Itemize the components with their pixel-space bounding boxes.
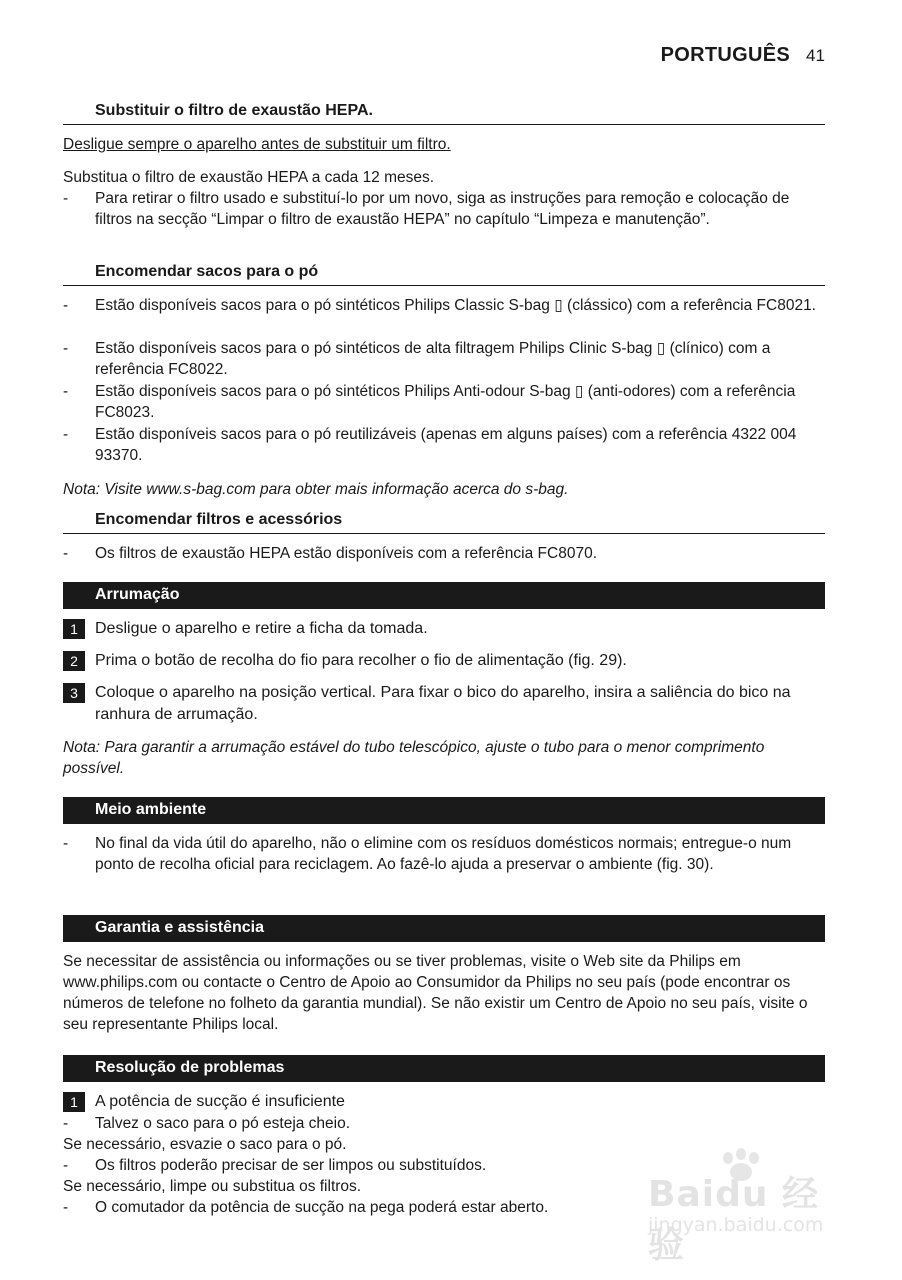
baidu-watermark — [640, 1148, 855, 1266]
watermark-brand: Baidu 经验 — [648, 1174, 820, 1266]
step-text: Prima o botão de recolha do fio para recolher o fio de alimentação (fig. 29). — [95, 652, 627, 669]
environment-item-text: No final da vida útil do aparelho, não o elimine com os resíduos domésticos normais; entregue-o num ponto de recolha oficial para reciclagem. Ao fazê-lo ajuda a preservar o ambiente (fig. 30). — [95, 835, 792, 873]
hepa-intro: Substitua o filtro de exaustão HEPA a cada 12 meses. — [63, 169, 435, 186]
bags-note: Nota: Visite www.s-bag.com para obter mais informação acerca do s-bag. — [63, 481, 569, 498]
step-text: Desligue o aparelho e retire a ficha da tomada. — [95, 620, 428, 637]
cause-text: O comutador da potência de sucção na pega poderá estar aberto. — [95, 1199, 549, 1216]
list-item — [63, 424, 827, 466]
storage-note: Nota: Para garantir a arrumação estável do tubo telescópico, ajuste o tubo para o menor comprimento possível. — [63, 739, 765, 777]
environment-item — [63, 833, 827, 875]
bags-heading: Encomendar sacos para o pó — [95, 263, 319, 280]
warranty-text: Se necessitar de assistência ou informações ou se tiver problemas, visite o Web site da Philips em www.philips.com ou contacte o Centro de Apoio ao Consumidor da Philips no seu país (pode encontrar os números de telefone no folheto da garantia mundial). Se não existir um Centro de Apoio no seu país, visite o seu representante Philips local. — [63, 953, 808, 1033]
solution-text: Se necessário, esvazie o saco para o pó. — [63, 1136, 347, 1153]
dash-mark: - — [63, 340, 69, 357]
hepa-instruction — [63, 188, 827, 230]
dash-mark: - — [63, 1157, 69, 1174]
page-number: 41 — [806, 46, 825, 65]
list-item-text: Estão disponíveis sacos para o pó sintéticos de alta filtragem Philips Clinic S-bag ▯ (clínico) com a referência FC8022. — [95, 340, 771, 378]
dash-mark: - — [63, 383, 69, 400]
dash-mark: - — [63, 297, 69, 314]
cause-text: Talvez o saco para o pó esteja cheio. — [95, 1115, 351, 1132]
troubleshooting-heading: Resolução de problemas — [95, 1059, 285, 1076]
dash-mark: - — [63, 1199, 69, 1216]
filters-item — [63, 543, 827, 564]
storage-heading: Arrumação — [95, 586, 180, 603]
list-item-text: Estão disponíveis sacos para o pó sintéticos Philips Classic S-bag ▯ (clássico) com a referência FC8021. — [95, 297, 816, 314]
watermark-url: jingyan.baidu.com — [648, 1214, 824, 1236]
troubleshooting-heading-bar — [63, 1055, 825, 1082]
cause-item — [63, 1113, 827, 1134]
dash-mark: - — [63, 426, 69, 443]
environment-heading: Meio ambiente — [95, 801, 207, 818]
filters-item-text: Os filtros de exaustão HEPA estão disponíveis com a referência FC8070. — [95, 545, 597, 562]
storage-heading-bar — [63, 582, 825, 609]
hepa-rule — [63, 124, 825, 125]
filters-heading: Encomendar filtros e acessórios — [95, 511, 343, 528]
problem-step — [63, 1091, 827, 1113]
dash-mark: - — [63, 1115, 69, 1132]
hepa-heading: Substituir o filtro de exaustão HEPA. — [95, 102, 373, 119]
dash-mark: - — [63, 835, 69, 852]
hepa-instruction-text: Para retirar o filtro usado e substituí-lo por um novo, siga as instruções para remoção e colocação de filtros na secção “Limpar o filtro de exaustão HEPA” no capítulo “Limpeza e manutenção”. — [95, 190, 790, 228]
environment-heading-bar — [63, 797, 825, 824]
step-text: Coloque o aparelho na posição vertical. Para fixar o bico do aparelho, insira a saliência do bico na ranhura de arrumação. — [95, 684, 791, 723]
warranty-heading-bar — [63, 915, 825, 942]
bags-rule — [63, 285, 825, 286]
warranty-heading: Garantia e assistência — [95, 919, 264, 936]
list-item-text: Estão disponíveis sacos para o pó sintéticos Philips Anti-odour S-bag ▯ (anti-odores) com a referência FC8023. — [95, 383, 796, 421]
list-item — [63, 381, 827, 423]
list-item — [63, 338, 827, 380]
list-item-text: Estão disponíveis sacos para o pó reutilizáveis (apenas em alguns países) com a referência 4322 004 93370. — [95, 426, 797, 464]
step-number: 2 — [63, 651, 85, 671]
hepa-warning: Desligue sempre o aparelho antes de substituir um filtro. — [63, 136, 451, 153]
filters-rule — [63, 533, 825, 534]
solution-text: Se necessário, limpe ou substitua os filtros. — [63, 1178, 362, 1195]
dash-mark: - — [63, 545, 69, 562]
step-item — [63, 650, 827, 672]
cause-text: Os filtros poderão precisar de ser limpos ou substituídos. — [95, 1157, 487, 1174]
list-item — [63, 295, 827, 316]
step-number: 1 — [63, 1092, 85, 1112]
language-header: PORTUGUÊS — [660, 44, 790, 66]
problem-title: A potência de sucção é insuficiente — [95, 1093, 345, 1110]
step-item — [63, 682, 827, 726]
step-number: 1 — [63, 619, 85, 639]
step-number: 3 — [63, 683, 85, 703]
step-item — [63, 618, 827, 640]
dash-mark: - — [63, 190, 69, 207]
